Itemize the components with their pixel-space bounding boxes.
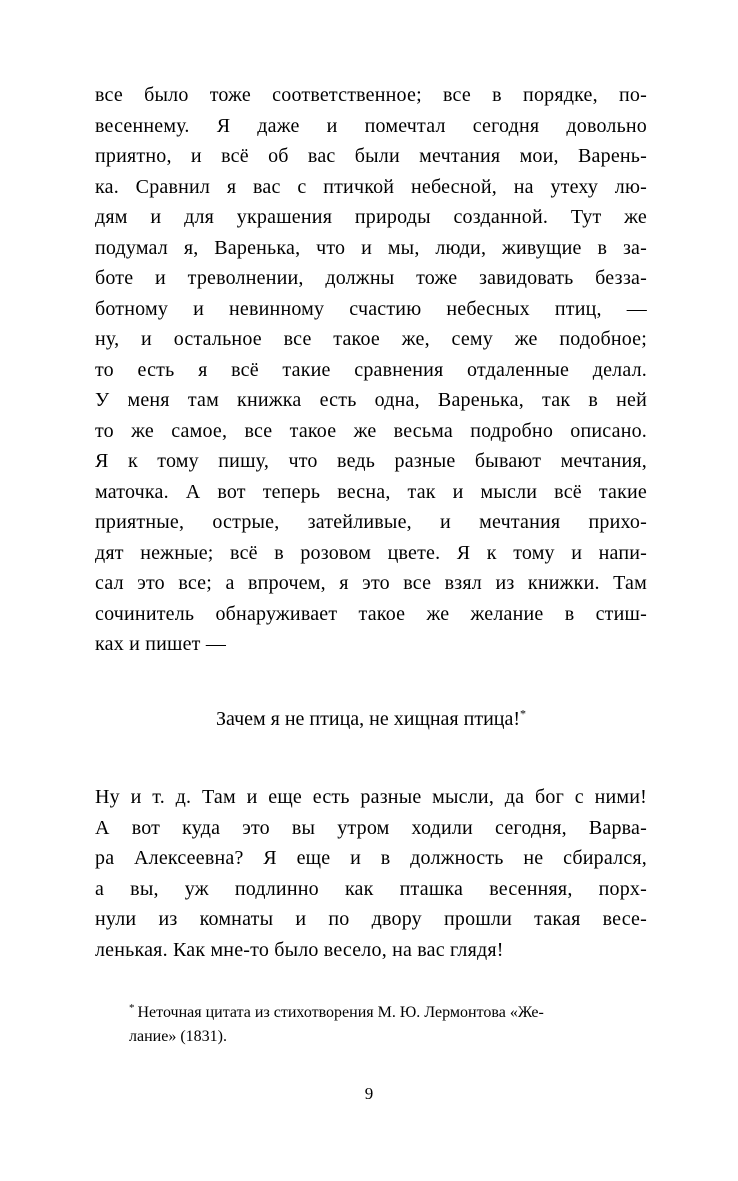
text-line: сал это все; а впрочем, я это все взял из книжки. Там [95, 572, 647, 594]
text-line: ну, и остальное все такое же, сему же подобное; [95, 328, 647, 350]
footnote-text-line-1: Неточная цитата из стихотворения М. Ю. Лермонтова «Же- [137, 1004, 544, 1021]
text-line: а вы, уж подлинно как пташка весенняя, порх- [95, 877, 647, 900]
text-line: Я к тому пишу, что ведь разные бывают мечтания, [95, 450, 647, 472]
footnote-line-2 [123, 1025, 647, 1049]
body-paragraph-1 [95, 80, 647, 660]
text-line: приятно, и всё об вас были мечтания мои, Варень- [95, 145, 647, 167]
text-line: ках и пишет — [95, 633, 227, 655]
footnote-line-1 [123, 1001, 647, 1025]
text-line: то же самое, все такое же весьма подробно описано. [95, 419, 647, 442]
text-line: У меня там книжка есть одна, Варенька, так в ней [95, 389, 647, 411]
text-line: дят нежные; всё в розовом цвете. Я к тому и напи- [95, 541, 647, 564]
text-line: ботному и невинному счастию небесных птиц, — [95, 297, 647, 320]
body-paragraph-2 [95, 782, 647, 965]
verse-line [95, 704, 647, 735]
footnote-text-line-2: лание» (1831). [129, 1028, 227, 1045]
page-number: 9 [364, 1084, 374, 1103]
text-line: ленькая. Как мне-то было весело, на вас глядя! [95, 938, 504, 961]
text-line: то есть я всё такие сравнения отдаленные делал. [95, 358, 647, 381]
footnote [123, 1001, 647, 1049]
text-line: все было тоже соответственное; все в порядке, по- [95, 84, 647, 106]
text-block [95, 80, 647, 1049]
text-line: дям и для украшения природы созданной. Тут же [95, 206, 647, 228]
text-line: сочинитель обнаруживает такое же желание в стиш- [95, 602, 647, 625]
text-line: подумал я, Варенька, что и мы, люди, живущие в за- [95, 236, 647, 259]
verse-footnote-marker: * [520, 705, 527, 720]
verse-text: Зачем я не птица, не хищная птица! [215, 707, 521, 730]
text-line: боте и треволнении, должны тоже завидовать безза- [95, 267, 647, 289]
text-line: нули из комнаты и по двору прошли такая весе- [95, 908, 647, 930]
footnote-marker: * [129, 1001, 135, 1014]
text-line: А вот куда это вы утром ходили сегодня, Варва- [95, 816, 647, 839]
text-line: приятные, острые, затейливые, и мечтания прихо- [95, 511, 647, 533]
text-line: ка. Сравнил я вас с птичкой небесной, на утеху лю- [95, 175, 647, 198]
text-line: весеннему. Я даже и помечтал сегодня довольно [95, 114, 647, 137]
text-line: маточка. А вот теперь весна, так и мысли всё такие [95, 480, 647, 503]
text-line: Ну и т. д. Там и еще есть разные мысли, да бог с ними! [95, 786, 647, 808]
text-line: ра Алексеевна? Я еще и в должность не сбирался, [95, 847, 647, 869]
